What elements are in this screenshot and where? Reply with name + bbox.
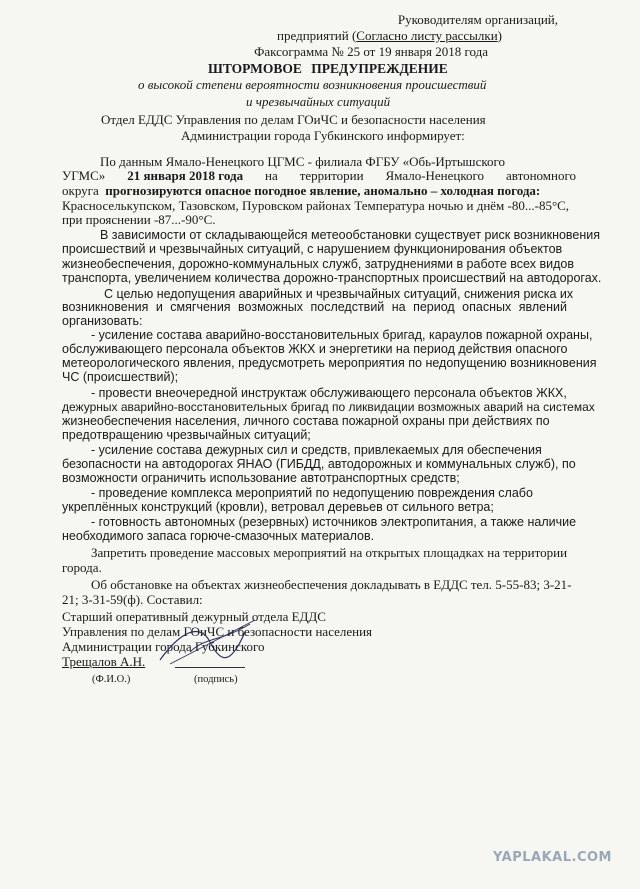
- addressee-line-1: Руководителям организаций,: [397, 12, 558, 27]
- fax-number-line: Факсограмма № 25 от 19 января 2018 года: [254, 44, 488, 59]
- paragraph-2-line-1: С целью недопущения аварийных и чрезвычайных ситуаций, снижения риска их: [104, 287, 574, 301]
- bullet-3-line-3: возможности ограничить использование автотранспортных средств;: [62, 471, 460, 485]
- forecast-line-3: округа прогнозируются опасное погодное явление, аномально – холодная погода:: [62, 183, 541, 198]
- bullet-4-line-2: укреплённых конструкций (кровли), ветровал деревьев от сильного ветра;: [62, 500, 494, 514]
- paragraph-2-line-3: организовать:: [62, 314, 143, 328]
- signature-position-line-1: Старший оперативный дежурный отдела ЕДДС: [62, 609, 326, 624]
- issuer-line-2: Администрации города Губкинского информирует:: [181, 128, 465, 143]
- signature-position-line-3: Администрации города Губкинского: [62, 639, 265, 654]
- signer-name: Трещалов А.Н.: [62, 654, 146, 669]
- fio-label: (Ф.И.О.): [92, 674, 131, 685]
- bullet-3-line-2: безопасности на автодорогах ЯНАО (ГИБДД, автодорожных и коммунальных служб), по: [62, 457, 576, 471]
- bullet-1-line-1: - усиление состава аварийно-восстановительных бригад, караулов пожарной охраны,: [91, 328, 593, 342]
- paragraph-4-line-2: 21; 3-31-59(ф). Составил:: [62, 592, 203, 607]
- bullet-2-line-2: дежурных аварийно-восстановительных бригад по ликвидации возможных аварий на системах: [62, 400, 595, 414]
- paragraph-3-line-1: Запретить проведение массовых мероприятий на открытых площадках на территории: [91, 545, 568, 560]
- bullet-2-line-1: - провести внеочередной инструктаж обслуживающего персонала объектов ЖКХ,: [91, 386, 567, 400]
- forecast-line-4: Красноселькупском, Тазовском, Пуровском районах Температура ночью и днём -80...-85°С,: [62, 198, 570, 213]
- signature-label: (подпись): [194, 674, 238, 685]
- bullet-5-line-2: необходимого запаса горюче-смазочных материалов.: [62, 529, 375, 543]
- subtitle-line-1: о высокой степени вероятности возникновения происшествий: [138, 77, 487, 92]
- forecast-line-1: По данным Ямало-Ненецкого ЦГМС - филиала ФГБУ «Обь-Иртышского: [100, 154, 506, 169]
- paragraph-1-line-3: жизнеобеспечения, дорожно-коммунальных служб, затруднениями в работе всех видов: [62, 257, 574, 271]
- forecast-line-5: при прояснении -87...-90°С.: [62, 212, 216, 227]
- paragraph-3-line-2: города.: [62, 560, 102, 575]
- document-title: ШТОРМОВОЕ ПРЕДУПРЕЖДЕНИЕ: [208, 61, 448, 76]
- forecast-line-2: УГМС» 21 января 2018 года на территории Ямало-Ненецкого автономного: [62, 168, 576, 183]
- distribution-list-link: Согласно листу рассылки: [356, 28, 498, 43]
- bullet-1-line-2: обслуживающего персонала объектов ЖКХ и энергетики на период действия опасного: [62, 342, 568, 356]
- handwritten-signature-icon: [150, 612, 260, 672]
- bullet-5-line-1: - готовность автономных (резервных) источников электропитания, а также наличие: [91, 515, 577, 529]
- subtitle-line-2: и чрезвычайных ситуаций: [246, 94, 391, 109]
- paragraph-4-line-1: Об обстановке на объектах жизнеобеспечения докладывать в ЕДДС тел. 5-55-83; 3-21-: [91, 577, 572, 592]
- bullet-1-line-4: ЧС (происшествий);: [62, 370, 179, 384]
- signature-position-line-2: Управления по делам ГОиЧС и безопасности населения: [62, 624, 373, 639]
- paragraph-2-line-2: возникновения и смягчения возможных последствий на период опасных явлений: [62, 300, 567, 314]
- bullet-2-line-3: жизнеобеспечения населения, личного состава пожарной охраны при действиях по: [62, 414, 550, 428]
- bullet-4-line-1: - проведение комплекса мероприятий по недопущению повреждения слабо: [91, 486, 533, 500]
- issuer-line-1: Отдел ЕДДС Управления по делам ГОиЧС и безопасности населения: [101, 112, 486, 127]
- bullet-3-line-1: - усиление состава дежурных сил и средств, привлекаемых для обеспечения: [91, 443, 542, 457]
- site-watermark: YAPLAKAL.COM: [493, 850, 612, 865]
- paragraph-1-line-1: В зависимости от складывающейся метеообстановки существует риск возникновения: [100, 228, 601, 242]
- paragraph-1-line-2: происшествий и чрезвычайных ситуаций, с нарушением функционирования объектов: [62, 242, 563, 256]
- paragraph-1-line-4: транспорта, увеличением количества дорожно-транспортных происшествий на автодорогах.: [62, 271, 602, 285]
- addressee-line-2: предприятий (Согласно листу рассылки): [277, 28, 502, 43]
- bullet-2-line-4: предотвращению чрезвычайных ситуаций;: [62, 428, 311, 442]
- bullet-1-line-3: метеорологического явления, предусмотреть мероприятия по недопущению возникновения: [62, 356, 597, 370]
